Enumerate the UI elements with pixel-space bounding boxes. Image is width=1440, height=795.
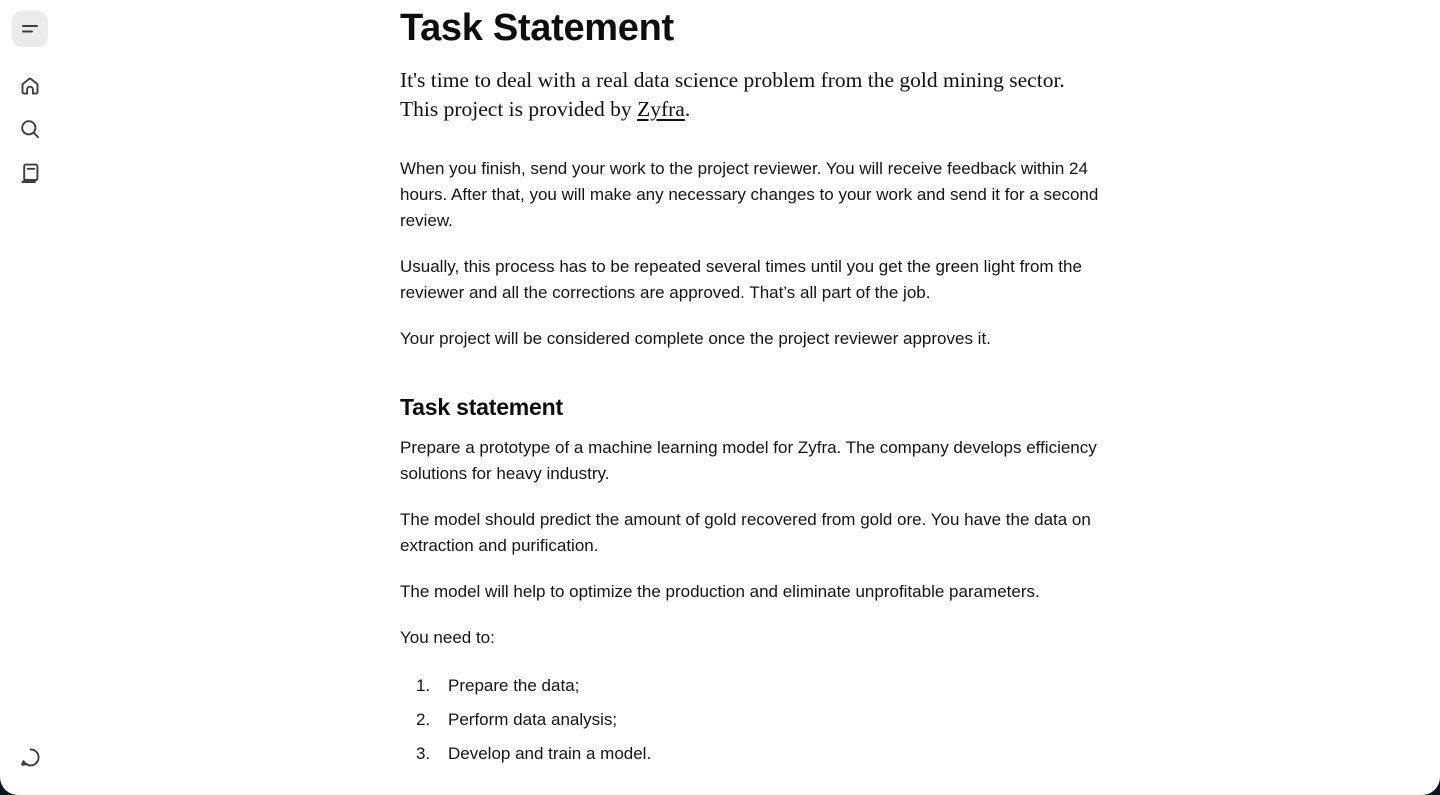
sidebar-item-book[interactable] [18, 161, 42, 185]
document [400, 0, 1100, 775]
page-title: Task Statement [400, 7, 674, 49]
paragraph: Usually, this process has to be repeated several times until you get the green light from the reviewer and all the corrections are approved. That’s all part of the job. [400, 257, 1082, 302]
section-heading: Task statement [400, 394, 563, 420]
list-item-number: 1. [416, 676, 431, 695]
zyfra-link[interactable]: Zyfra [637, 97, 685, 121]
task-list [400, 673, 1100, 767]
paragraph: The model will help to optimize the production and eliminate unprofitable parameters. [400, 582, 1040, 601]
paragraph: Prepare a prototype of a machine learning model for Zyfra. The company develops efficiency solutions for heavy industry. [400, 438, 1097, 483]
collapse-menu-button[interactable] [12, 11, 48, 47]
lead-paragraph [400, 66, 1080, 124]
book-icon [18, 161, 42, 185]
list-item-text: Prepare the data; [448, 676, 580, 695]
paragraph: Your project will be considered complete once the project reviewer approves it. [400, 329, 991, 348]
list-item [400, 673, 1100, 699]
list-item-text: Develop and train a model. [448, 744, 652, 763]
search-icon [18, 117, 42, 141]
home-icon [18, 74, 42, 98]
sidebar [0, 0, 60, 795]
list-item-number: 3. [416, 744, 431, 763]
list-item-number: 2. [416, 710, 431, 729]
paragraph: The model should predict the amount of gold recovered from gold ore. You have the data on extraction and purification. [400, 510, 1091, 555]
paragraph: When you finish, send your work to the project reviewer. You will receive feedback within 24 hours. After that, you will make any necessary changes to your work and send it for a second review. [400, 159, 1099, 230]
list-item [400, 707, 1100, 733]
chat-button[interactable] [18, 745, 42, 769]
menu-icon [20, 19, 40, 39]
sidebar-item-search[interactable] [18, 117, 42, 141]
list-item-text: Perform data analysis; [448, 710, 618, 729]
list-item [400, 741, 1100, 767]
chat-bubble-icon [18, 745, 42, 769]
paragraph: You need to: [400, 628, 495, 647]
lead-text-before: It's time to deal with a real data science problem from the gold mining sector. This project is provided by [400, 68, 1065, 121]
body-text [400, 156, 1100, 767]
sidebar-item-home[interactable] [18, 74, 42, 98]
lead-text-after: . [684, 97, 691, 121]
